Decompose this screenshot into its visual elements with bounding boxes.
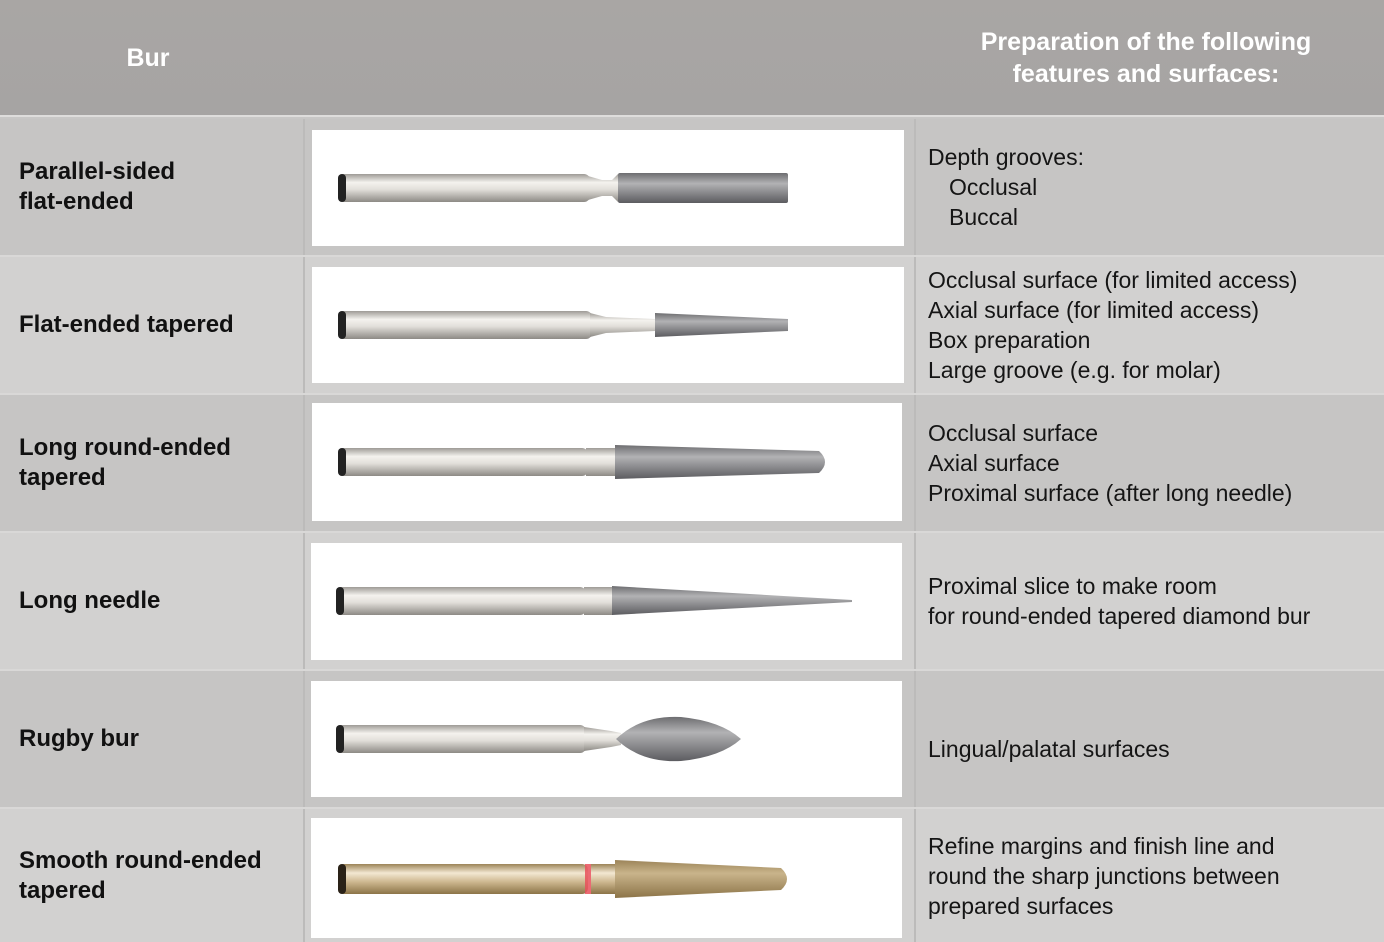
header-bur: Bur (126, 44, 170, 72)
surfaces (914, 119, 1384, 255)
bur-image-parallel-sided (312, 130, 904, 246)
surface-item: Depth grooves: (928, 144, 1084, 170)
bur-name-line: Smooth round-ended (19, 846, 262, 874)
bur-name (0, 119, 305, 255)
table-row (0, 257, 1384, 395)
surface-item: Occlusal surface (928, 420, 1099, 446)
surface-item: Axial surface (for limited access) (928, 297, 1260, 323)
bur-name-line: tapered (19, 464, 106, 491)
table-row (0, 119, 1384, 257)
bur-image-smooth-round-ended-tapered (311, 818, 902, 938)
surfaces (914, 809, 1384, 942)
bur-name-line: tapered (19, 876, 106, 904)
header-preparation-line: Preparation of the following (980, 28, 1312, 56)
bur-image-rugby (311, 681, 902, 797)
bur-name-line: Rugby bur (19, 725, 139, 752)
surface-item: Proximal surface (after long needle) (928, 480, 1293, 506)
surface-item: for round-ended tapered diamond bur (928, 603, 1311, 629)
table-row (0, 533, 1384, 671)
surface-item: Axial surface (928, 450, 1060, 476)
surface-item: Occlusal surface (for limited access) (928, 267, 1298, 293)
bur-image-long-round-ended-tapered (312, 403, 902, 521)
bur-name-line: flat-ended (19, 188, 134, 215)
table-row (0, 671, 1384, 809)
header-preparation-line: features and surfaces: (1012, 60, 1280, 88)
bur-name (0, 533, 305, 669)
bur-image-long-needle (311, 543, 902, 660)
bur-name (0, 395, 305, 531)
bur-name-line: Parallel-sided (19, 158, 176, 185)
bur-name (0, 809, 305, 942)
surfaces (914, 671, 1384, 807)
surface-item: Box preparation (928, 327, 1091, 353)
table-row (0, 395, 1384, 533)
table-row (0, 809, 1384, 942)
surfaces (914, 257, 1384, 393)
surface-item: Proximal slice to make room (928, 573, 1217, 599)
header-preparation (914, 26, 1378, 90)
bur-name (0, 257, 305, 393)
surface-item: Lingual/palatal surfaces (928, 736, 1170, 762)
surface-item: Large groove (e.g. for molar) (928, 357, 1221, 383)
bur-name-line: Flat-ended tapered (19, 311, 234, 338)
table-header (0, 0, 1384, 117)
surface-item: Buccal (949, 204, 1019, 230)
bur-name (0, 671, 305, 807)
bur-name-line: Long round-ended (19, 434, 231, 461)
surface-item: Refine margins and finish line and (928, 832, 1275, 859)
bur-name-line: Long needle (19, 587, 161, 614)
surfaces (914, 395, 1384, 531)
surface-item: round the sharp junctions between (928, 862, 1280, 889)
surface-item: Occlusal (949, 174, 1038, 200)
bur-image-flat-ended-tapered (312, 267, 904, 383)
surface-item: prepared surfaces (928, 892, 1114, 919)
surfaces (914, 533, 1384, 669)
